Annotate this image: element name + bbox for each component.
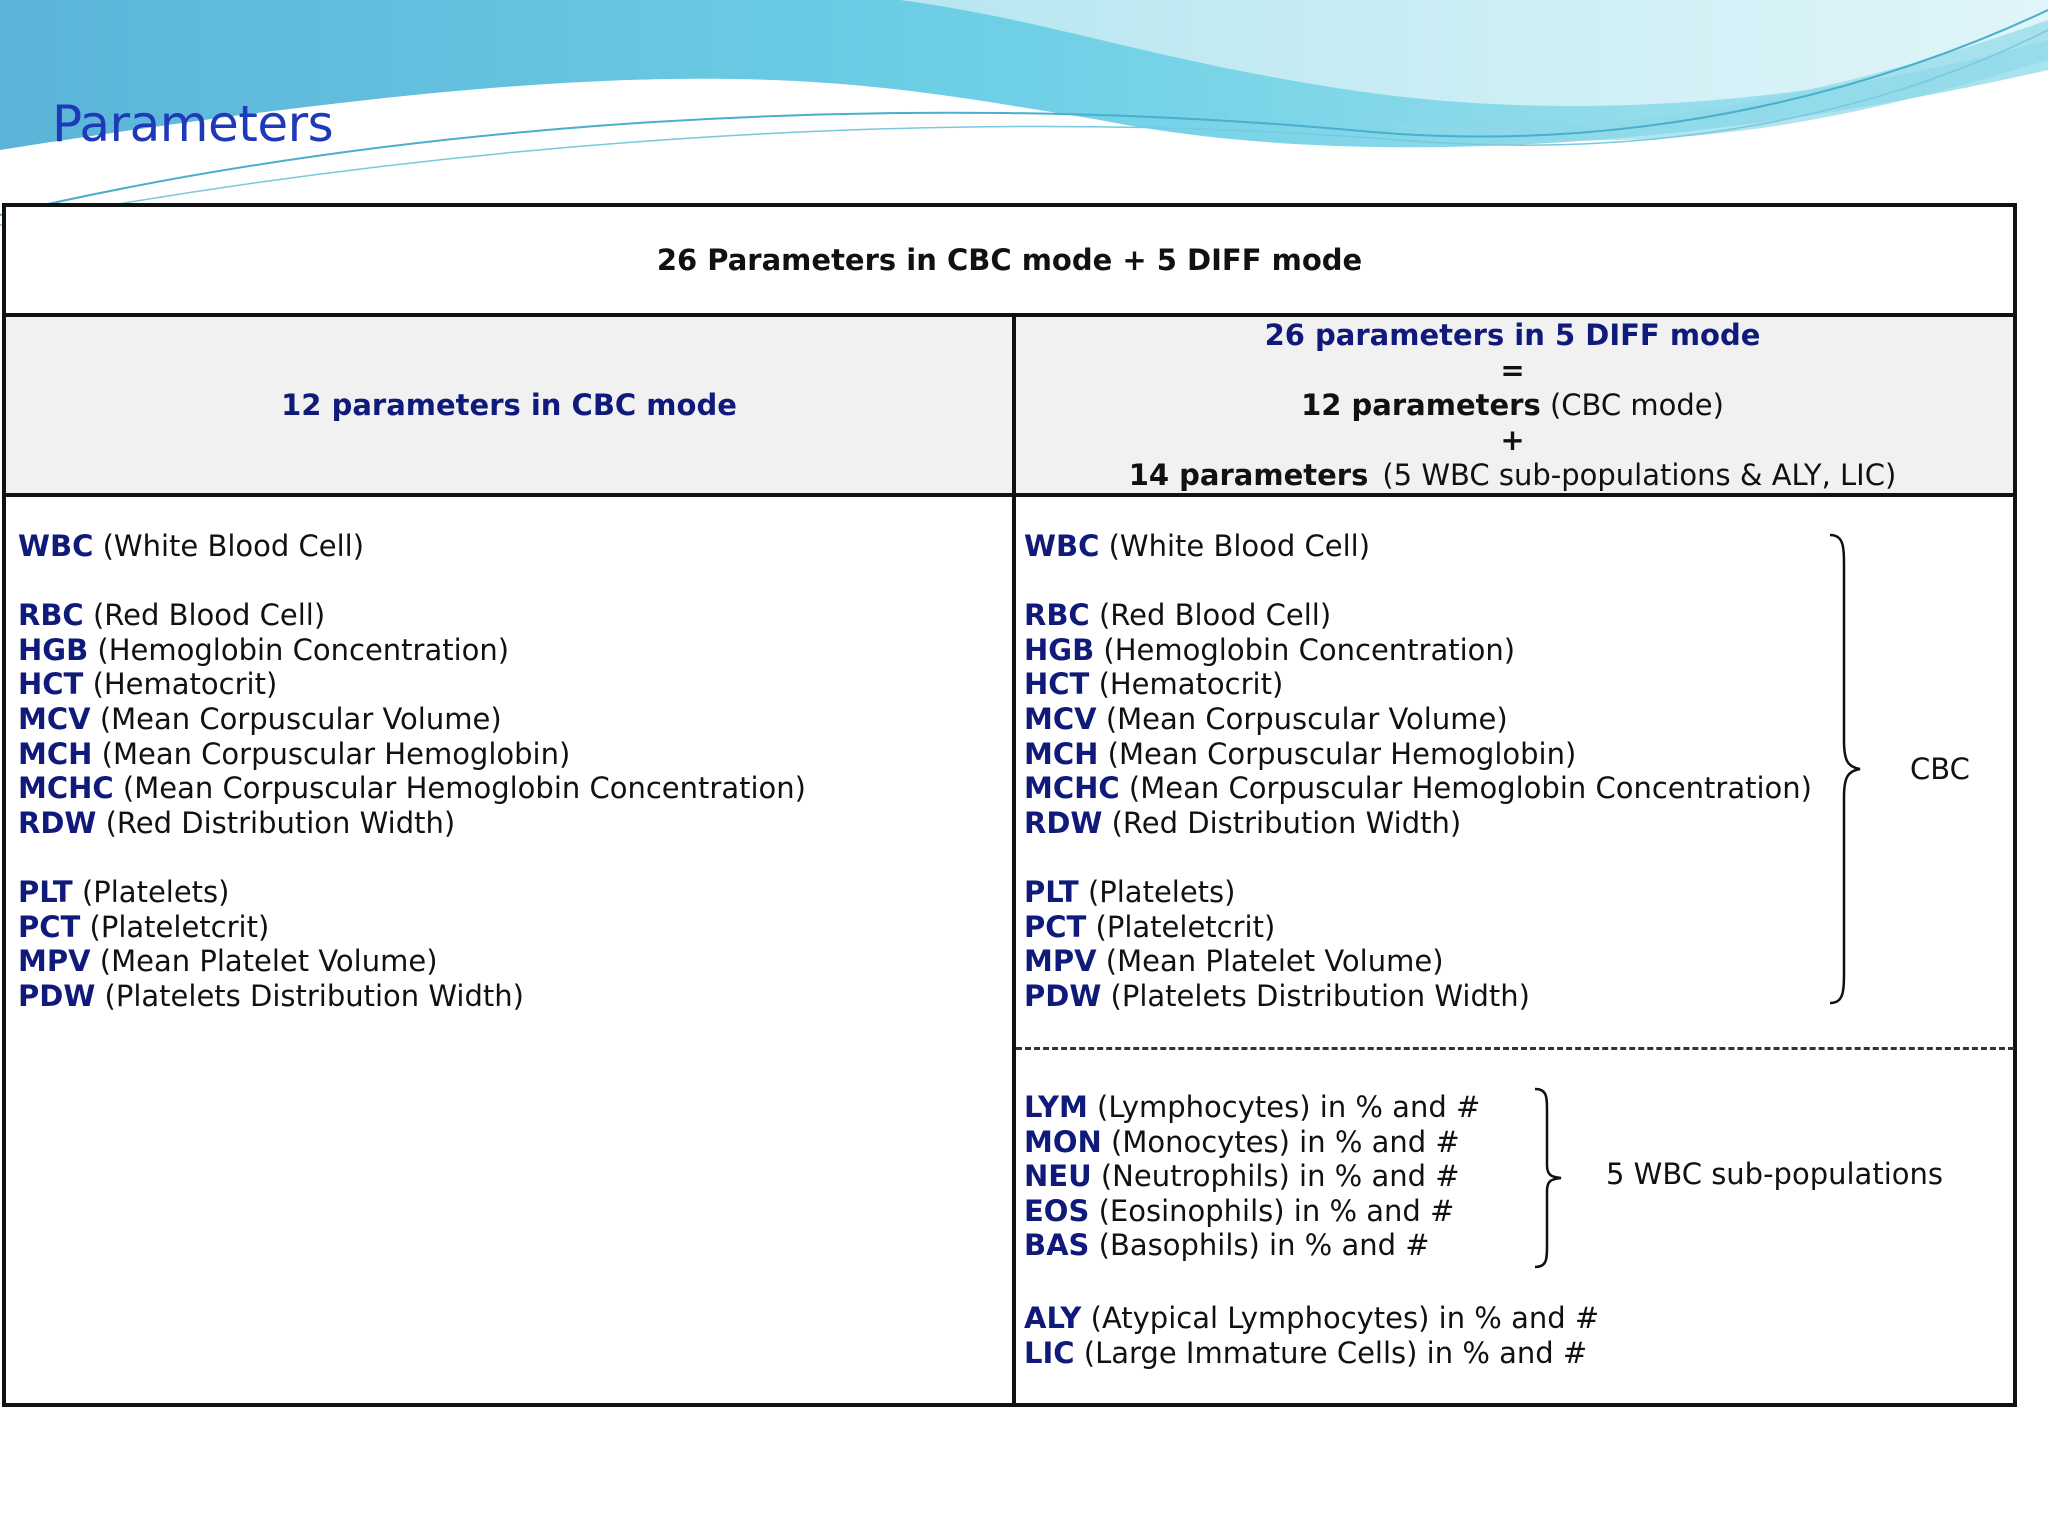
list-item: PCT (Plateletcrit) xyxy=(18,909,270,944)
list-item: MCV (Mean Corpuscular Volume) xyxy=(1024,701,1508,736)
list-item: MPV (Mean Platelet Volume) xyxy=(1024,944,1444,979)
list-item: MCH (Mean Corpuscular Hemoglobin) xyxy=(18,736,571,771)
list-item: RBC (Red Blood Cell) xyxy=(18,598,326,633)
diff-mode-header xyxy=(1012,317,2013,493)
cbc-parameter-list xyxy=(18,529,806,1013)
extra-parameter-list xyxy=(1024,1301,1599,1370)
list-item: HGB (Hemoglobin Concentration) xyxy=(18,632,510,667)
list-item: EOS (Eosinophils) in % and # xyxy=(1024,1193,1455,1228)
list-item: PLT (Platelets) xyxy=(18,874,230,909)
equals-sign: = xyxy=(1500,352,1525,387)
list-item: PLT (Platelets) xyxy=(1024,874,1236,909)
diff-cbc-parameter-list xyxy=(1024,529,1812,1013)
cbc-count-rest: (CBC mode) xyxy=(1549,387,1724,422)
cbc-mode-header: 12 parameters in CBC mode xyxy=(281,388,737,422)
wbc-subpopulation-list xyxy=(1024,1090,1480,1263)
extra-count-bold: 14 parameters xyxy=(1128,457,1369,492)
parameters-table xyxy=(2,203,2017,1407)
list-item: PCT (Plateletcrit) xyxy=(1024,909,1276,944)
cbc-count-bold: 12 parameters xyxy=(1301,387,1541,422)
list-item: MCHC (Mean Corpuscular Hemoglobin Concentration) xyxy=(1024,771,1812,806)
cbc-brace-icon xyxy=(1826,529,1866,1009)
list-item: RDW (Red Distribution Width) xyxy=(18,805,456,840)
list-item: WBC (White Blood Cell) xyxy=(1024,529,1371,563)
wbc-brace-label: 5 WBC sub-populations xyxy=(1606,1157,1943,1191)
list-item: LYM (Lymphocytes) in % and # xyxy=(1024,1090,1481,1124)
list-item: RBC (Red Blood Cell) xyxy=(1024,598,1332,633)
table-main-header: 26 Parameters in CBC mode + 5 DIFF mode xyxy=(6,207,2013,317)
list-item: PDW (Platelets Distribution Width) xyxy=(1024,978,1530,1013)
list-item: BAS (Basophils) in % and # xyxy=(1024,1228,1430,1263)
section-dashed-divider xyxy=(1016,1047,2014,1050)
list-item: LIC (Large Immature Cells) in % and # xyxy=(1024,1335,1588,1370)
cbc-brace-label: CBC xyxy=(1910,752,1970,786)
list-item: NEU (Neutrophils) in % and # xyxy=(1024,1159,1460,1194)
list-item: MCH (Mean Corpuscular Hemoglobin) xyxy=(1024,736,1577,771)
slide-title: Parameters xyxy=(52,95,334,153)
list-item: HGB (Hemoglobin Concentration) xyxy=(1024,632,1516,667)
list-item: WBC (White Blood Cell) xyxy=(18,529,365,563)
table-column-headers xyxy=(6,317,2013,497)
diff-mode-header-title: 26 parameters in 5 DIFF mode xyxy=(1264,317,1761,352)
cbc-count-line xyxy=(1301,388,1724,423)
extra-count-line xyxy=(1129,458,1897,493)
list-item: RDW (Red Distribution Width) xyxy=(1024,805,1462,840)
plus-sign: + xyxy=(1500,422,1525,457)
extra-count-rest: (5 WBC sub-populations & ALY, LIC) xyxy=(1382,457,1897,492)
list-item: HCT (Hematocrit) xyxy=(18,667,278,702)
list-item: MPV (Mean Platelet Volume) xyxy=(18,944,438,979)
list-item: ALY (Atypical Lymphocytes) in % and # xyxy=(1024,1301,1600,1335)
column-divider xyxy=(1012,317,1016,1407)
list-item: MCHC (Mean Corpuscular Hemoglobin Concentration) xyxy=(18,771,806,806)
list-item: HCT (Hematocrit) xyxy=(1024,667,1284,702)
list-item: MCV (Mean Corpuscular Volume) xyxy=(18,701,502,736)
list-item: PDW (Platelets Distribution Width) xyxy=(18,978,524,1013)
list-item: MON (Monocytes) in % and # xyxy=(1024,1124,1460,1159)
wbc-brace-icon xyxy=(1531,1083,1567,1273)
